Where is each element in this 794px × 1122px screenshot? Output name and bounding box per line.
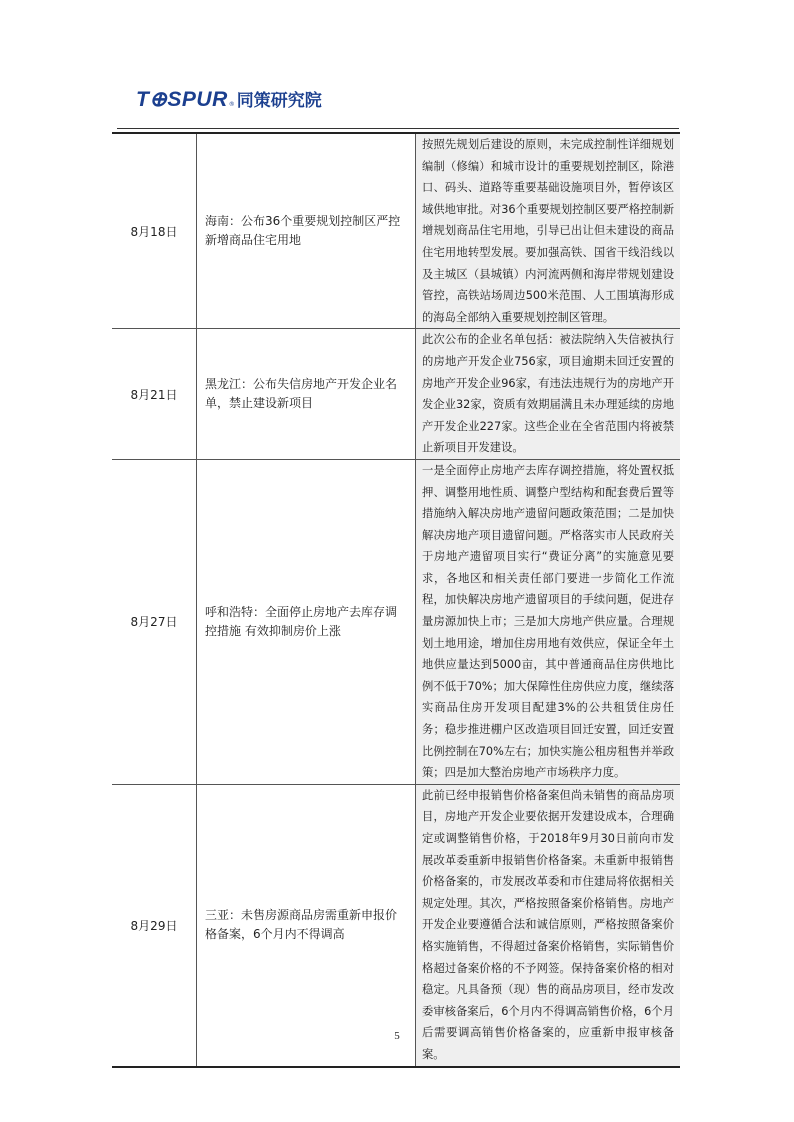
policy-table-container [112,132,680,1068]
table-row [112,329,680,460]
table-row [112,133,680,329]
table-row [112,784,680,1066]
row-detail: 此前已经申报销售价格备案但尚未销售的商品房项目，房地产开发企业要依据开发建设成本，合理确定或调整销售价格，于2018年9月30日前向市发展改革委重新申报销售价格备案。未重新申报销售价格备案的，市发展改革委和市住建局将依据相关规定处理。其次，严格按照备案价格销售。房地产开发企业要遵循合法和诚信原则，严格按照备案价格实施销售，不得超过备案价格销售，实际销售价格超过备案价格的不予网签。保持备案价格的相对稳定。凡具备预（现）售的商品房项目，经市发改委审核备案后，6个月内不得调高销售价格，6个月后需要调高销售价格备案的，应重新申报审核备案。 [416,784,681,1066]
page-number: 5 [394,1030,400,1042]
table-row [112,459,680,784]
company-logo [136,86,322,112]
row-date: 8月21日 [112,329,197,460]
row-date: 8月29日 [112,784,197,1066]
header-divider [117,128,679,129]
row-detail: 按照先规划后建设的原则，未完成控制性详细规划编制（修编）和城市设计的重要规划控制区，除港口、码头、道路等重要基础设施项目外，暂停该区域供地审批。对36个重要规划控制区要严格控制新增规划商品住宅用地，引导已出让但未建设的商品住宅用地转型发展。要加强高铁、国省干线沿线以及主城区（县城镇）内河流两侧和海岸带规划建设管控，高铁站场周边500米范围、人工围填海形成的海岛全部纳入重要规划控制区管理。 [416,133,681,329]
logo-registered-mark: ® [228,101,235,108]
row-title: 黑龙江：公布失信房地产开发企业名单，禁止建设新项目 [197,329,416,460]
logo-english: T⊕SPUR [136,88,228,111]
row-detail: 此次公布的企业名单包括：被法院纳入失信被执行的房地产开发企业756家，项目逾期未回迁安置的房地产开发企业96家，有违法违规行为的房地产开发企业32家，资质有效期届满且未办理延续的房地产开发企业227家。这些企业在全省范围内将被禁止新项目开发建设。 [416,329,681,460]
row-title: 海南：公布36个重要规划控制区严控新增商品住宅用地 [197,133,416,329]
row-date: 8月27日 [112,459,197,784]
row-title: 三亚：未售房源商品房需重新申报价格备案，6个月内不得调高 [197,784,416,1066]
logo-chinese: 同策研究院 [236,91,322,111]
row-date: 8月18日 [112,133,197,329]
policy-table [112,132,680,1068]
row-detail: 一是全面停止房地产去库存调控措施，将处置权抵押、调整用地性质、调整户型结构和配套费后置等措施纳入解决房地产遗留问题政策范围；二是加快解决房地产项目遗留问题。严格落实市人民政府关于房地产遗留项目实行“费证分离”的实施意见要求，各地区和相关责任部门要进一步简化工作流程，加快解决房地产遗留项目的手续问题，促进存量房源加快上市；三是加大房地产供应量。合理规划土地用途，增加住房用地有效供应，保证全年土地供应量达到5000亩，其中普通商品住房供地比例不低于70%；加大保障性住房供应力度，继续落实商品住房开发项目配建3%的公共租赁住房任务；稳步推进棚户区改造项目回迁安置，回迁安置比例控制在70%左右；加快实施公租房租售并举政策；四是加大整治房地产市场秩序力度。 [416,459,681,784]
row-title: 呼和浩特：全面停止房地产去库存调控措施 有效抑制房价上涨 [197,459,416,784]
